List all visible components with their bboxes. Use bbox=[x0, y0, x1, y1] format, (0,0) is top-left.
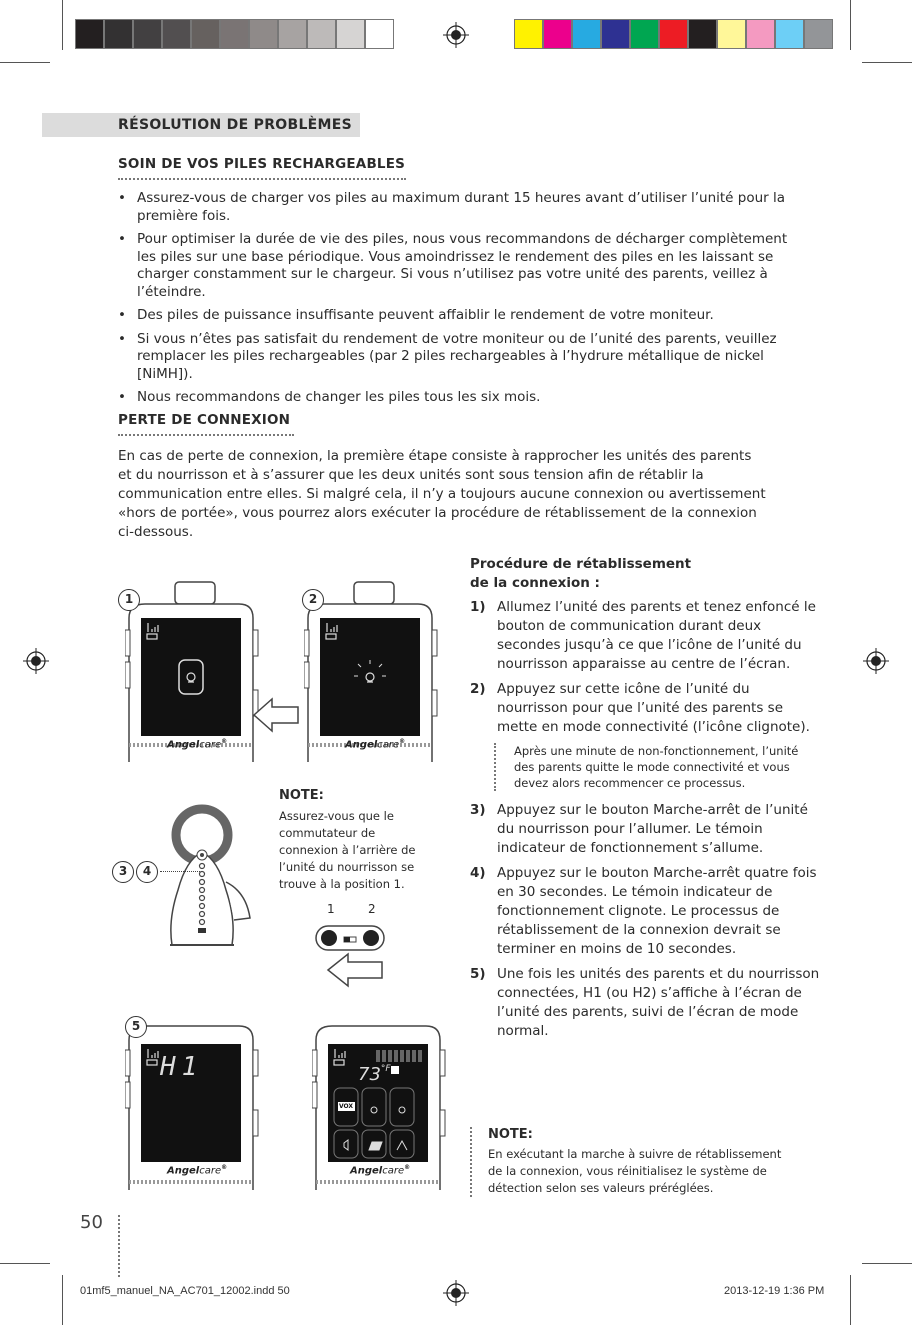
step-badge: 2 bbox=[302, 589, 324, 611]
procedure-steps bbox=[470, 598, 820, 1047]
connection-switch-illustration bbox=[315, 925, 385, 951]
color-swatch bbox=[278, 19, 307, 49]
crop-mark bbox=[850, 1275, 851, 1325]
color-swatch bbox=[514, 19, 543, 49]
color-swatch bbox=[104, 19, 133, 49]
crop-mark bbox=[850, 0, 851, 50]
note-switch-position bbox=[279, 788, 429, 893]
color-swatch bbox=[191, 19, 220, 49]
footer-date-slug: 2013-12-19 1:36 PM bbox=[724, 1285, 825, 1297]
color-swatch bbox=[249, 19, 278, 49]
note-title: NOTE: bbox=[488, 1127, 533, 1142]
gray-color-bar bbox=[75, 19, 394, 49]
bullet-item: • Si vous n’êtes pas satisfait du rendement de votre moniteur ou de l’unité des parents, veuillez remplacer les piles rechargeables (par 2 piles rechargeables à l’hydrure métallique de nickel [NiMH]). bbox=[118, 331, 790, 384]
step-badge: 4 bbox=[136, 861, 158, 883]
brand-logo: Angelcare® bbox=[167, 738, 228, 751]
display-h1-readout: H1 bbox=[160, 1052, 204, 1082]
note-body: Assurez-vous que le commutateur de connexion à l’arrière de l’unité du nourrisson se trouve à la position 1. bbox=[279, 809, 416, 891]
brand-logo: Angelcare® bbox=[345, 738, 406, 751]
registration-mark-icon bbox=[443, 22, 469, 48]
arrow-left-icon bbox=[252, 697, 300, 733]
page-number: 50 bbox=[80, 1212, 103, 1233]
step2-subnote: Après une minute de non-fonctionnement, l’unité des parents quitte le mode connectivité et vous devez alors recommencer ce processus. bbox=[494, 743, 820, 791]
switch-position-2-label: 2 bbox=[368, 902, 376, 916]
step-badge: 5 bbox=[125, 1016, 147, 1038]
temperature-readout: $73^{^\circ F}$ bbox=[358, 1064, 391, 1085]
color-swatch bbox=[572, 19, 601, 49]
note-body: En exécutant la marche à suivre de rétablissement de la connexion, vous réinitialisez le système de détection selon ses valeurs préréglées. bbox=[488, 1147, 782, 1195]
color-swatch bbox=[162, 19, 191, 49]
parent-unit-normal-illustration bbox=[312, 1010, 446, 1190]
battery-heading: SOIN DE VOS PILES RECHARGEABLES bbox=[118, 156, 406, 180]
crop-mark bbox=[862, 62, 912, 63]
bullet-item: • Assurez-vous de charger vos piles au maximum durant 15 heures avant d’utiliser l’unité pour la première fois. bbox=[118, 190, 790, 225]
bullet-item: • Pour optimiser la durée de vie des piles, nous vous recommandons de décharger complètement les piles sur une base périodique. Vous amoindrissez le rendement des piles en les laissant se charger constamment sur le chargeur. Si vous n’utilisez pas votre unité des parents, veillez à l’éteindre. bbox=[118, 231, 790, 301]
crop-mark bbox=[0, 1263, 50, 1264]
color-swatch bbox=[307, 19, 336, 49]
registration-mark-icon bbox=[863, 648, 889, 674]
brand-logo: Angelcare® bbox=[167, 1164, 228, 1177]
procedure-step: 3) Appuyez sur le bouton Marche-arrêt de l’unité du nourrisson pour l’allumer. Le témoin indicateur de fonctionnement s’allume. bbox=[470, 802, 808, 856]
vox-label: VOX bbox=[339, 1103, 354, 1110]
color-swatch bbox=[336, 19, 365, 49]
note-reset bbox=[470, 1127, 790, 1197]
brand-logo: Angelcare® bbox=[350, 1164, 411, 1177]
color-swatch bbox=[220, 19, 249, 49]
battery-bullet-list bbox=[118, 190, 790, 413]
leader-line bbox=[160, 871, 200, 872]
parent-unit-step1-illustration bbox=[125, 580, 259, 762]
bullet-item: • Des piles de puissance insuffisante peuvent affaiblir le rendement de votre moniteur. bbox=[118, 307, 790, 325]
registration-mark-icon bbox=[443, 1280, 469, 1306]
baby-unit-illustration bbox=[160, 800, 256, 948]
arrow-left-icon bbox=[326, 952, 384, 988]
color-swatch bbox=[804, 19, 833, 49]
note-title: NOTE: bbox=[279, 788, 324, 803]
color-swatch bbox=[775, 19, 804, 49]
crop-mark bbox=[0, 62, 50, 63]
parent-unit-step2-illustration bbox=[304, 580, 438, 762]
connection-heading: PERTE DE CONNEXION bbox=[118, 412, 294, 436]
step-badge: 1 bbox=[118, 589, 140, 611]
registration-mark-icon bbox=[23, 648, 49, 674]
section-header bbox=[42, 113, 360, 137]
switch-position-1-label: 1 bbox=[327, 902, 335, 916]
crop-mark bbox=[62, 0, 63, 50]
section-title: RÉSOLUTION DE PROBLÈMES bbox=[118, 117, 353, 133]
footer-file-slug: 01mf5_manuel_NA_AC701_12002.indd 50 bbox=[80, 1285, 290, 1297]
procedure-step: 1) Allumez l’unité des parents et tenez enfoncé le bouton de communication durant deux secondes jusqu’à ce que l’icône de l’unité du nourrisson apparaisse au centre de l’écran. bbox=[470, 599, 816, 672]
color-swatch bbox=[543, 19, 572, 49]
connection-paragraph: En cas de perte de connexion, la première étape consiste à rapprocher les unités des parents et du nourrisson et à s’assurer que les deux unités sont sous tension afin de rétablir la communication entre elles. Si malgré cela, il n’y a toujours aucune connexion ou avertissement «hors de portée», vous pourrez alors exécuter la procédure de rétablissement de la connexion ci-dessous. bbox=[118, 448, 766, 540]
color-swatch bbox=[630, 19, 659, 49]
parent-unit-step5-illustration bbox=[125, 1010, 259, 1190]
color-swatch bbox=[365, 19, 394, 49]
color-swatch bbox=[659, 19, 688, 49]
color-swatch bbox=[688, 19, 717, 49]
color-swatch bbox=[75, 19, 104, 49]
process-color-bar bbox=[514, 19, 833, 49]
color-swatch bbox=[746, 19, 775, 49]
procedure-step: 2) Appuyez sur cette icône de l’unité du nourrisson pour que l’unité des parents se mette en mode connectivité (l’icône clignote). bbox=[470, 681, 810, 735]
procedure-step: 5) Une fois les unités des parents et du nourrisson connectées, H1 (ou H2) s’affiche à l’écran de l’unité des parents, suivi de l’écran de mode normal. bbox=[470, 966, 820, 1039]
step-badge: 3 bbox=[112, 861, 134, 883]
crop-mark bbox=[62, 1275, 63, 1325]
color-swatch bbox=[601, 19, 630, 49]
procedure-step: 4) Appuyez sur le bouton Marche-arrêt quatre fois en 30 secondes. Le témoin indicateur de fonctionnement clignote. Le processus de rétablissement de la connexion devrait se terminer en moins de 10 secondes. bbox=[470, 865, 817, 957]
color-swatch bbox=[717, 19, 746, 49]
procedure-title: Procédure de rétablissement de la connexion : bbox=[470, 556, 692, 591]
page-number-leader bbox=[118, 1215, 120, 1277]
color-swatch bbox=[133, 19, 162, 49]
bullet-item: • Nous recommandons de changer les piles tous les six mois. bbox=[118, 389, 790, 407]
crop-mark bbox=[862, 1263, 912, 1264]
